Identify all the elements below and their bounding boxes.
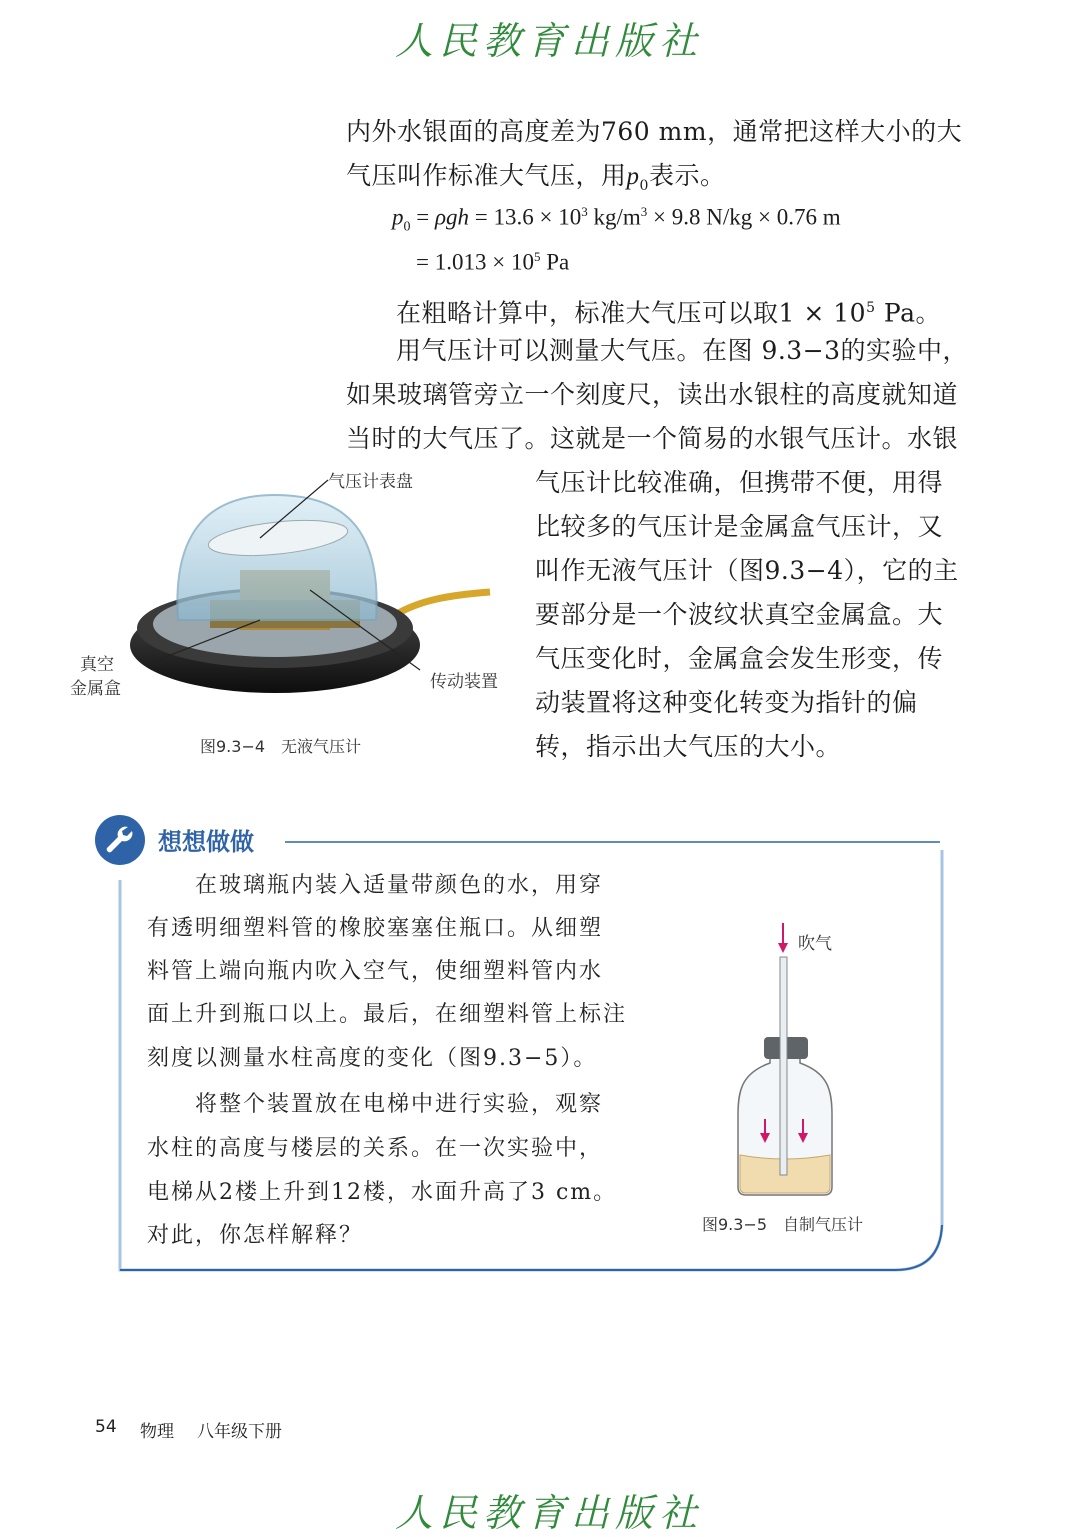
subscript: 0	[639, 178, 649, 194]
text-fragment: Pa。	[875, 298, 942, 328]
text-line: 气压变化时，金属盒会发生形变，传	[535, 644, 944, 673]
text-fragment: 气压叫作标准大气压，用	[346, 161, 627, 190]
tube	[780, 957, 787, 1175]
text-line: 要部分是一个波纹状真空金属盒。大	[535, 600, 944, 629]
text-line: 动装置将这种变化转变为指针的偏	[535, 688, 918, 717]
wrench-icon	[95, 815, 145, 865]
tube	[395, 592, 490, 615]
label-drive: 传动装置	[430, 672, 498, 692]
formula-part: × 9.8 N/kg × 0.76 m	[647, 204, 841, 230]
formula-part: = 13.6 × 10	[469, 204, 582, 230]
label-dial: 气压计表盘	[328, 472, 413, 492]
text-fragment: 在粗略计算中，标准大气压可以取1 × 10	[396, 298, 867, 328]
rho-gh: ρgh	[434, 204, 470, 230]
formula-part: kg/m	[587, 204, 641, 230]
publisher-logo-header: 人民教育出版社	[395, 19, 704, 63]
activity-line: 对此，你怎样解释？	[147, 1223, 364, 1248]
activity-line: 料管上端向瓶内吹入空气，使细塑料管内水	[147, 959, 604, 984]
page-number: 54	[95, 1417, 117, 1437]
text-line: 转，指示出大气压的大小。	[535, 732, 842, 761]
label-box-line2: 金属盒	[70, 679, 121, 699]
activity-line: 电梯从2楼上升到12楼，水面升高了3 cm。	[147, 1180, 618, 1205]
formula-part: Pa	[540, 249, 570, 275]
label-box-line1: 真空	[80, 655, 114, 675]
activity-line: 面上升到瓶口以上。最后，在细塑料管上标注	[147, 1002, 628, 1027]
formula-line-2	[416, 249, 569, 276]
text-line: 气压计比较准确，但携带不便，用得	[535, 468, 944, 497]
grade: 八年级下册	[197, 1422, 282, 1442]
superscript: 3	[640, 204, 648, 219]
text-line: 内外水银面的高度差为760 mm，通常把这样大小的大	[346, 117, 963, 146]
subject: 物理	[140, 1422, 174, 1442]
var-p: p	[392, 204, 404, 230]
activity-line: 水柱的高度与楼层的关系。在一次实验中，	[147, 1136, 604, 1161]
activity-line: 将整个装置放在电梯中进行实验，观察	[195, 1092, 604, 1117]
text-line: 比较多的气压计是金属盒气压计，又	[535, 512, 944, 541]
activity-line: 刻度以测量水柱高度的变化（图9.3−5）。	[147, 1046, 598, 1071]
formula-part: = 1.013 × 10	[416, 249, 534, 275]
glass-dome	[177, 495, 376, 620]
text-line	[396, 286, 941, 335]
var-p: p	[626, 163, 640, 190]
figure-caption: 图9.3−5 自制气压计	[702, 1215, 864, 1234]
superscript: 5	[866, 300, 876, 316]
activity-line: 在玻璃瓶内装入适量带颜色的水，用穿	[195, 873, 604, 898]
activity-line: 有透明细塑料管的橡胶塞塞住瓶口。从细塑	[147, 916, 604, 941]
text-line: 用气压计可以测量大气压。在图 9.3−3的实验中，	[396, 336, 969, 365]
formula-line-1	[392, 204, 841, 235]
label-blow: 吹气	[798, 934, 832, 954]
text-line	[346, 154, 725, 208]
publisher-logo-footer: 人民教育出版社	[395, 1491, 704, 1535]
superscript: 5	[533, 249, 541, 264]
text-fragment: 表示。	[648, 161, 726, 190]
figure-caption: 图9.3−4 无液气压计	[200, 737, 362, 756]
superscript: 3	[581, 204, 588, 219]
activity-title: 想想做做	[158, 828, 254, 856]
homemade-barometer-figure	[720, 915, 850, 1205]
text-line: 当时的大气压了。这就是一个简易的水银气压计。水银	[346, 424, 959, 453]
text-line: 叫作无液气压计（图9.3−4），它的主	[535, 556, 959, 585]
text-line: 如果玻璃管旁立一个刻度尺，读出水银柱的高度就知道	[346, 380, 959, 409]
eq: =	[410, 204, 435, 230]
subscript: 0	[403, 219, 411, 235]
